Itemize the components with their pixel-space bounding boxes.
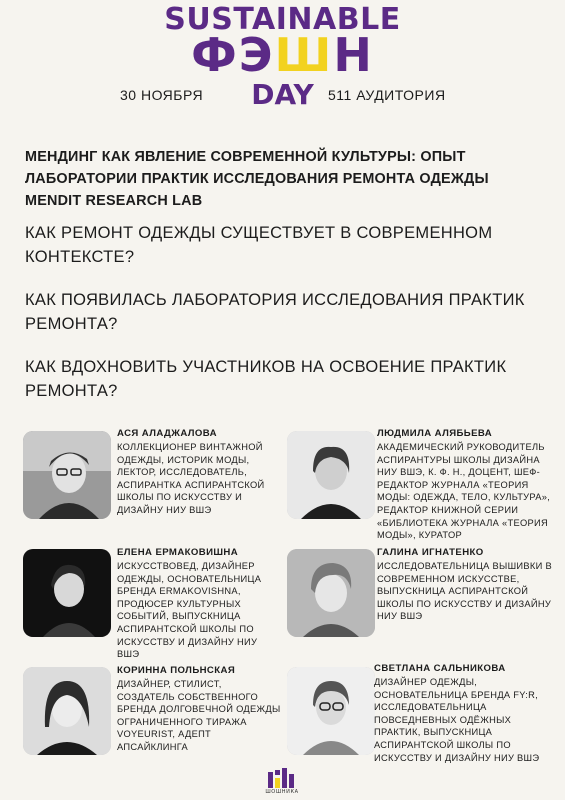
speaker-name: КОРИННА ПОЛЬНСКАЯ	[117, 665, 236, 676]
speaker-photo	[287, 549, 375, 637]
speaker-photo	[287, 431, 375, 519]
speaker-description: ИСКУССТВОВЕД, ДИЗАЙНЕР ОДЕЖДЫ, ОСНОВАТЕЛЬНИЦА БРЕНДА ERMAKOVISHNA, ПРОДЮСЕР КУЛЬТУРНЫХ СОБЫТИЙ, ВЫПУСКНИЦА АСПИРАНТСКОЙ ШКОЛЫ ПО ИСКУССТВУ И ДИЗАЙНУ НИУ ВШЭ	[117, 561, 262, 660]
speaker-photo	[287, 667, 375, 755]
speaker-photo	[23, 431, 111, 519]
brand-title-line3: DAY	[251, 78, 314, 111]
talk-title: МЕНДИНГ КАК ЯВЛЕНИЕ СОВРЕМЕННОЙ КУЛЬТУРЫ: ОПЫТ ЛАБОРАТОРИИ ПРАКТИК ИССЛЕДОВАНИЯ РЕМОНТА ОДЕЖДЫ MENDIT RESEARCH LAB	[25, 149, 489, 209]
speaker-description: КОЛЛЕКЦИОНЕР ВИНТАЖНОЙ ОДЕЖДЫ, ИСТОРИК МОДЫ, ЛЕКТОР, ИССЛЕДОВАТЕЛЬ, АСПИРАНТКА АСПИРАНТСКОЙ ШКОЛЫ ПО ИСКУССТВУ И ДИЗАЙНУ НИУ ВШЭ	[117, 442, 265, 515]
portrait-image	[23, 667, 111, 755]
event-room: 511 АУДИТОРИЯ	[328, 87, 446, 103]
brand-title-line2	[0, 30, 565, 80]
speaker-description: ДИЗАЙНЕР ОДЕЖДЫ, ОСНОВАТЕЛЬНИЦА БРЕНДА FY:R, ИССЛЕДОВАТЕЛЬНИЦА ПОВСЕДНЕВНЫХ ОДЁЖНЫХ ПРАКТИК, ВЫПУСКНИЦА АСПИРАНТСКОЙ ШКОЛЫ ПО ИСКУССТВУ И ДИЗАЙНУ НИУ ВШЭ	[374, 677, 540, 763]
question-item: КАК ВДОХНОВИТЬ УЧАСТНИКОВ НА ОСВОЕНИЕ ПРАКТИК РЕМОНТА?	[25, 358, 507, 400]
portrait-image	[23, 431, 111, 519]
portrait-image	[287, 549, 375, 637]
speaker-photo	[23, 549, 111, 637]
speaker-name: ЕЛЕНА ЕРМАКОВИШНА	[117, 547, 239, 558]
brand-title-part-a: ФЭ	[191, 28, 275, 82]
speaker-name: ЛЮДМИЛА АЛЯБЬЕВА	[377, 428, 493, 439]
question-item: КАК ПОЯВИЛАСЬ ЛАБОРАТОРИЯ ИССЛЕДОВАНИЯ ПРАКТИК РЕМОНТА?	[25, 291, 525, 333]
organizer-logo	[262, 768, 302, 800]
event-date: 30 НОЯБРЯ	[120, 87, 204, 103]
portrait-image	[287, 431, 375, 519]
brand-title-highlight: Ш	[274, 28, 334, 82]
speaker-description: ДИЗАЙНЕР, СТИЛИСТ, СОЗДАТЕЛЬ СОБСТВЕННОГО БРЕНДА ДОЛГОВЕЧНОЙ ОДЕЖДЫ ОГРАНИЧЕННОГО ТИРАЖА VOYEURIST, АДЕПТ АПСАЙКЛИНГА	[117, 679, 281, 752]
brand-title-line1: SUSTAINABLE	[164, 2, 401, 37]
portrait-image	[287, 667, 375, 755]
brand-title-part-c: Н	[333, 28, 374, 82]
organizer-logo-icon	[268, 768, 296, 788]
speaker-description: АКАДЕМИЧЕСКИЙ РУКОВОДИТЕЛЬ АСПИРАНТУРЫ ШКОЛЫ ДИЗАЙНА НИУ ВШЭ, К. Ф. Н., ДОЦЕНТ, ШЕФ-РЕДАКТОР ЖУРНАЛА «ТЕОРИЯ МОДЫ: ОДЕЖДА, ТЕЛО, КУЛЬТУРА», РЕДАКТОР КНИЖНОЙ СЕРИИ «БИБЛИОТЕКА ЖУРНАЛА «ТЕОРИЯ МОДЫ», КУРАТОР	[377, 442, 551, 541]
organizer-logo-text: ШОШНИКА	[265, 789, 299, 795]
event-header	[0, 0, 565, 120]
speaker-name: ГАЛИНА ИГНАТЕНКО	[377, 547, 484, 558]
speaker-photo	[23, 667, 111, 755]
speaker-name: АСЯ АЛАДЖАЛОВА	[117, 428, 217, 439]
portrait-image	[23, 549, 111, 637]
speaker-description: ИССЛЕДОВАТЕЛЬНИЦА ВЫШИВКИ В СОВРЕМЕННОМ ИСКУССТВЕ, ВЫПУСКНИЦА АСПИРАНТСКОЙ ШКОЛЫ ПО ИСКУССТВУ И ДИЗАЙНУ НИУ ВШЭ	[377, 561, 552, 622]
question-item: КАК РЕМОНТ ОДЕЖДЫ СУЩЕСТВУЕТ В СОВРЕМЕННОМ КОНТЕКСТЕ?	[25, 224, 493, 266]
speaker-name: СВЕТЛАНА САЛЬНИКОВА	[374, 663, 506, 674]
questions-list	[25, 221, 545, 422]
